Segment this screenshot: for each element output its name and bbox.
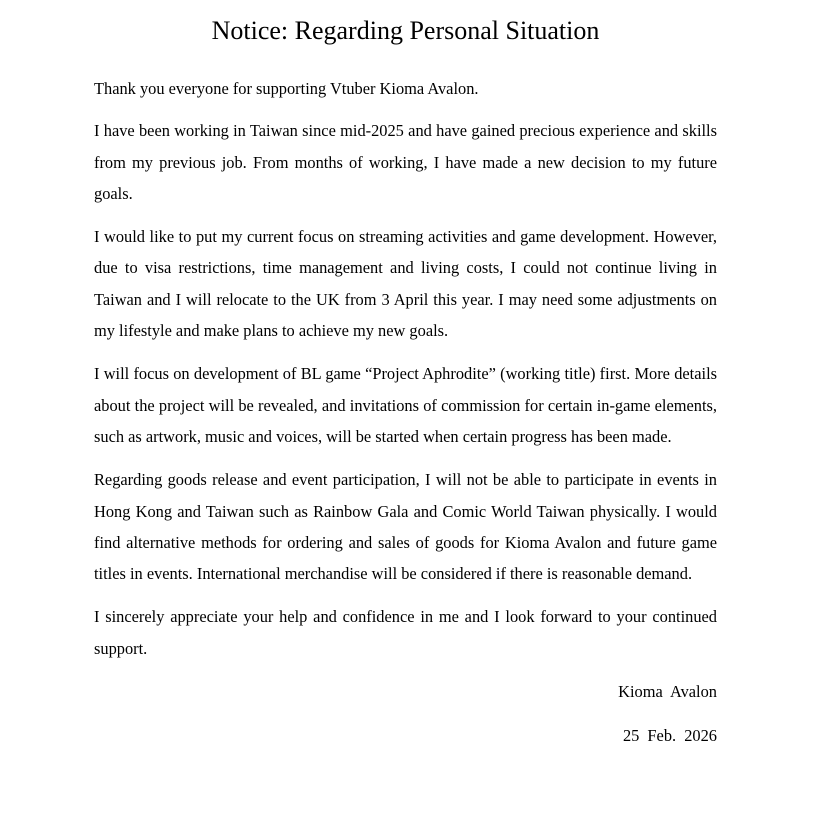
paragraph-relocation: I would like to put my current focus on streaming activities and game development. However, due to visa restrictions, time management and living costs, I could not continue living in Taiwan and I will relocate to the UK from 3 April this year. I may need some adjustments on my lifestyle and make plans to achieve my new goals. — [94, 227, 717, 341]
signature: Kioma Avalon — [618, 682, 717, 702]
notice-title: Notice: Regarding Personal Situation — [211, 16, 600, 45]
notice-date: 25 Feb. 2026 — [622, 726, 717, 746]
paragraph-appreciation: I sincerely appreciate your help and confidence in me and I look forward to your continued support. — [94, 607, 717, 658]
paragraph-work-background: I have been working in Taiwan since mid-2025 and have gained precious experience and skills from my previous job. From months of working, I have made a new decision to my future goals. — [94, 121, 717, 203]
paragraph-goods-events: Regarding goods release and event participation, I will not be able to participate in events in Hong Kong and Taiwan such as Rainbow Gala and Comic World Taiwan physically. I would find alternative methods for ordering and sales of goods for Kioma Avalon and future game titles in events. International merchandise will be considered if there is reasonable demand. — [94, 470, 717, 584]
paragraph-thanks: Thank you everyone for supporting Vtuber Kioma Avalon. — [94, 79, 479, 98]
paragraph-game-development: I will focus on development of BL game “Project Aphrodite” (working title) first. More details about the project will be revealed, and invitations of commission for certain in-game elements, such as artwork, music and voices, will be started when certain progress has been made. — [94, 364, 717, 446]
notice-document — [94, 14, 717, 751]
